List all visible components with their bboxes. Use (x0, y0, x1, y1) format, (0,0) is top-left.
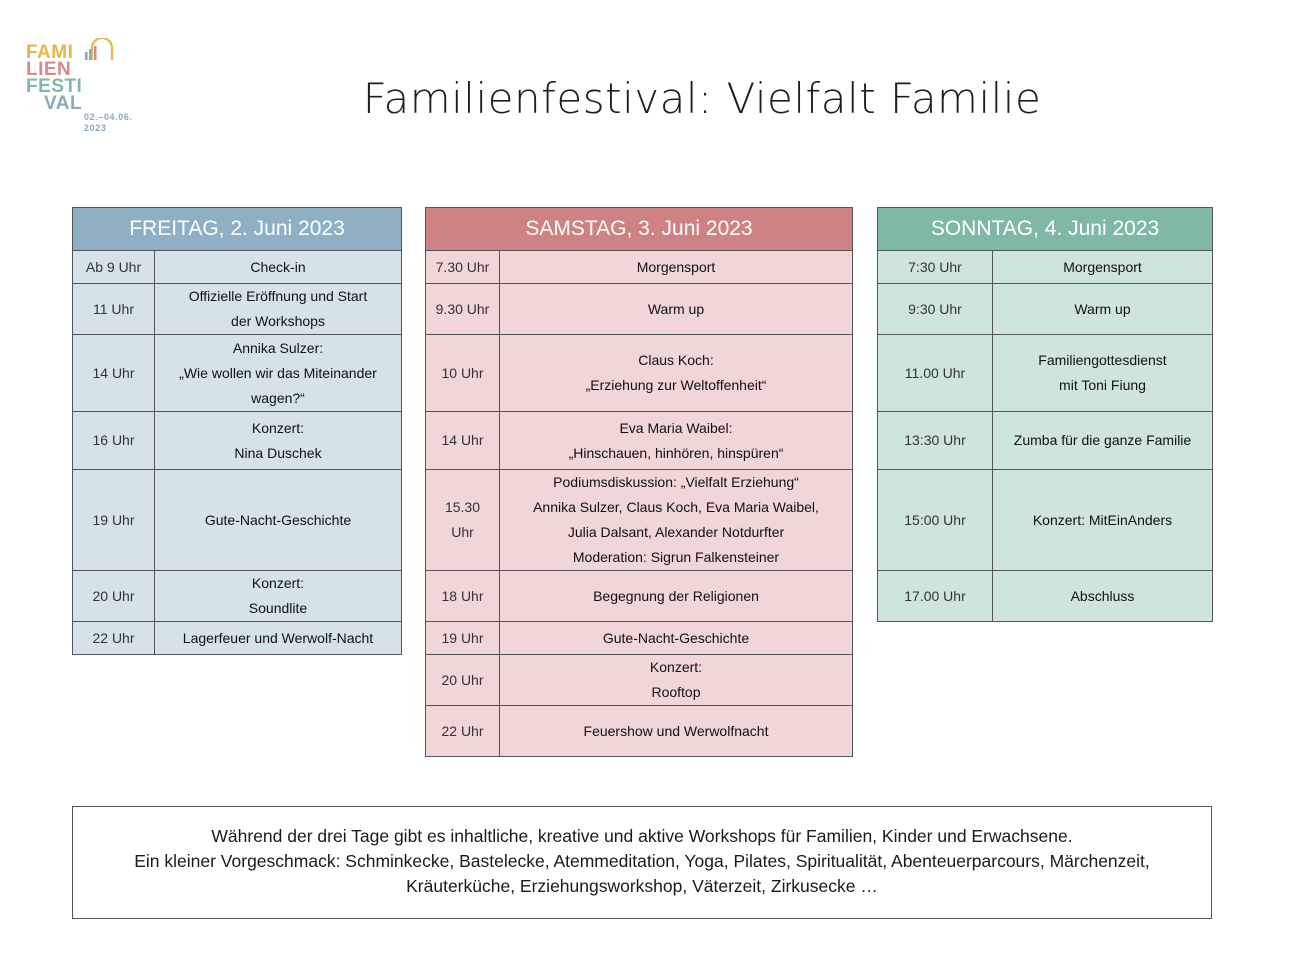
event-text: Morgensport (636, 258, 716, 275)
time-cell (73, 622, 155, 655)
event-text: Claus Koch: (638, 352, 714, 368)
schedule-row (878, 571, 1213, 622)
event-text: mit Toni Fiung (1059, 377, 1146, 393)
schedule-row (426, 706, 853, 757)
sunday-table (877, 207, 1213, 622)
schedule-row (878, 335, 1213, 412)
time-cell (878, 412, 993, 470)
time-text: 20 Uhr (92, 587, 135, 604)
event-cell (155, 571, 402, 622)
time-cell (426, 251, 500, 284)
event-cell (500, 335, 853, 412)
sunday-header: SONNTAG, 4. Juni 2023 (878, 208, 1213, 251)
event-cell (500, 706, 853, 757)
time-text: 22 Uhr (92, 629, 135, 646)
time-cell (73, 470, 155, 571)
event-cell (993, 571, 1213, 622)
event-cell (500, 622, 853, 655)
event-cell (155, 335, 402, 412)
schedule-row (426, 412, 853, 470)
time-text: 7.30 Uhr (435, 258, 490, 275)
schedule-row (878, 284, 1213, 335)
event-cell (500, 655, 853, 706)
event-cell (993, 412, 1213, 470)
workshops-note (72, 806, 1212, 919)
page-title: Familienfestival: Vielfalt Familie (362, 74, 1042, 123)
time-text: 9:30 Uhr (908, 300, 962, 317)
event-text: Konzert: (649, 659, 703, 675)
friday-schedule (72, 207, 402, 655)
logo-line-1: FAMI (26, 42, 74, 63)
event-cell (993, 284, 1213, 335)
event-text: Gute-Nacht-Geschichte (204, 511, 352, 528)
time-cell (878, 571, 993, 622)
schedule-row (426, 571, 853, 622)
time-cell (426, 571, 500, 622)
event-text: Feuershow und Werwolfnacht (583, 722, 769, 739)
sunday-schedule (877, 207, 1213, 622)
logo-line-3: FESTI (26, 76, 83, 97)
time-text: 17.00 Uhr (904, 587, 966, 604)
event-cell (155, 412, 402, 470)
time-cell (878, 251, 993, 284)
time-cell (73, 571, 155, 622)
time-cell (878, 470, 993, 571)
event-cell (993, 251, 1213, 284)
time-cell (426, 470, 500, 571)
saturday-schedule (425, 207, 853, 757)
time-text: 19 Uhr (92, 511, 135, 528)
schedule-row (73, 412, 402, 470)
event-cell (155, 622, 402, 655)
schedule-row (426, 655, 853, 706)
event-cell (500, 412, 853, 470)
saturday-header: SAMSTAG, 3. Juni 2023 (426, 208, 853, 251)
event-text: Soundlite (248, 600, 308, 616)
event-cell (500, 571, 853, 622)
friday-rows (73, 251, 402, 655)
event-cell (500, 251, 853, 284)
time-cell (73, 412, 155, 470)
event-cell (500, 284, 853, 335)
event-text: Offizielle Eröffnung und Start (188, 288, 368, 304)
schedule-row (73, 622, 402, 655)
event-text: Konzert: (251, 419, 305, 436)
time-cell (878, 335, 993, 412)
event-text: Lagerfeuer und Werwolf-Nacht (182, 629, 374, 646)
friday-table (72, 207, 402, 655)
event-text: wagen?“ (251, 389, 305, 406)
event-cell (500, 470, 853, 571)
time-text: 11 Uhr (93, 300, 134, 317)
time-cell (426, 655, 500, 706)
time-text: 10 Uhr (441, 364, 484, 381)
time-text: 20 Uhr (441, 671, 484, 688)
schedule-row (73, 284, 402, 335)
event-text: Familiengottesdienst (1038, 352, 1167, 368)
event-text: Check-in (250, 258, 306, 275)
event-text: Konzert: MitEinAnders (1032, 511, 1173, 528)
schedule-row (426, 251, 853, 284)
event-text: Moderation: Sigrun Falkensteiner (572, 549, 780, 565)
event-text: Rooftop (651, 684, 701, 700)
note-line-1: Während der drei Tage gibt es inhaltliche, kreative und aktive Workshops für Familien, Kinder und Erwachsene. (211, 826, 1073, 846)
time-text: 18 Uhr (441, 587, 484, 604)
event-text: „Wie wollen wir das Miteinander (179, 364, 377, 381)
time-text: Uhr (451, 524, 474, 540)
saturday-table (425, 207, 853, 757)
event-text: Annika Sulzer, Claus Koch, Eva Maria Waibel, (533, 499, 819, 515)
time-text: 14 Uhr (92, 364, 135, 381)
event-text: Morgensport (1063, 258, 1142, 275)
event-cell (993, 335, 1213, 412)
event-cell (155, 251, 402, 284)
event-text: Abschluss (1070, 587, 1135, 604)
time-text: 15:00 Uhr (904, 511, 966, 528)
event-text: Julia Dalsant, Alexander Notdurfter (567, 524, 785, 540)
logo-line-4: VAL (44, 93, 83, 114)
event-text: „Hinschauen, hinhören, hinspüren“ (568, 444, 784, 461)
logo-date: 02.–04.06. (84, 112, 133, 122)
event-text: Begegnung der Religionen (593, 587, 759, 604)
time-text: 13:30 Uhr (904, 432, 966, 448)
event-cell (155, 470, 402, 571)
sunday-rows (878, 251, 1213, 622)
time-cell (426, 412, 500, 470)
schedule-row (426, 470, 853, 571)
event-text: Konzert: (251, 575, 305, 591)
event-text: Gute-Nacht-Geschichte (602, 629, 750, 646)
time-text: 11.00 Uhr (904, 364, 966, 381)
saturday-rows (426, 251, 853, 757)
event-cell (993, 470, 1213, 571)
time-text: 9.30 Uhr (435, 300, 490, 317)
note-line-2: Ein kleiner Vorgeschmack: Schminkecke, Bastelecke, Atemmeditation, Yoga, Pilates, Spiritualität, Abenteuerparcours, Märchenzeit, (134, 851, 1150, 871)
time-cell (73, 251, 155, 284)
schedule-row (878, 470, 1213, 571)
event-text: Nina Duschek (234, 444, 322, 461)
time-text: 14 Uhr (441, 432, 484, 448)
time-cell (426, 706, 500, 757)
event-cell (155, 284, 402, 335)
event-text: Podiumsdiskussion: „Vielfalt Erziehung“ (553, 474, 799, 490)
event-text: Zumba für die ganze Familie (1013, 432, 1192, 448)
time-cell (73, 284, 155, 335)
schedule-row (878, 412, 1213, 470)
time-cell (878, 284, 993, 335)
schedule-row (73, 251, 402, 284)
time-cell (426, 335, 500, 412)
event-text: Warm up (1074, 300, 1131, 317)
event-text: Warm up (647, 300, 705, 317)
time-text: Ab 9 Uhr (85, 258, 142, 275)
house-bars-icon (84, 38, 114, 62)
time-text: 16 Uhr (92, 432, 135, 448)
time-text: 15.30 (444, 499, 481, 515)
time-text: 22 Uhr (441, 722, 484, 739)
schedule-row (426, 284, 853, 335)
schedule-row (426, 622, 853, 655)
schedule-row (878, 251, 1213, 284)
schedule-row (73, 470, 402, 571)
time-text: 19 Uhr (441, 629, 484, 646)
note-line-3: Kräuterküche, Erziehungsworkshop, Väterzeit, Zirkusecke … (406, 876, 878, 896)
logo-line-2: LIEN (26, 59, 72, 80)
time-cell (426, 284, 500, 335)
schedule-row (73, 571, 402, 622)
time-text: 7:30 Uhr (908, 258, 962, 275)
event-text: der Workshops (231, 313, 325, 329)
time-cell (426, 622, 500, 655)
event-text: Eva Maria Waibel: (619, 419, 733, 436)
logo-year: 2023 (84, 123, 107, 133)
schedule-row (426, 335, 853, 412)
friday-header: FREITAG, 2. Juni 2023 (73, 208, 402, 251)
event-text: „Erziehung zur Weltoffenheit“ (585, 377, 767, 393)
event-text: Annika Sulzer: (232, 339, 324, 356)
schedule-row (73, 335, 402, 412)
time-cell (73, 335, 155, 412)
